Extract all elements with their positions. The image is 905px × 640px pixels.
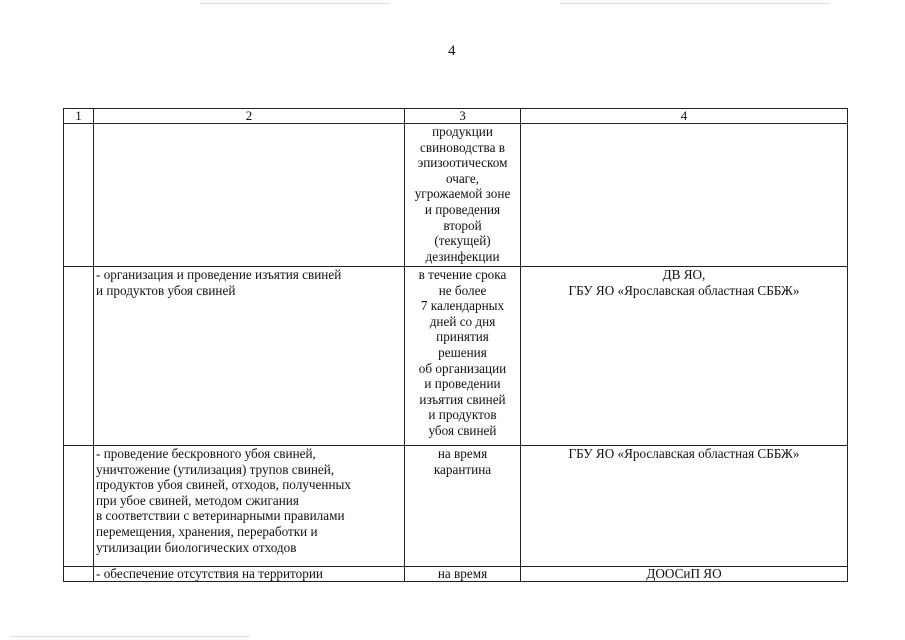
- row-number-cell: [64, 124, 94, 267]
- measure-cell: - обеспечение отсутствия на территории: [94, 567, 405, 582]
- column-header-2: 2: [94, 109, 405, 124]
- row-number-cell: [64, 567, 94, 582]
- responsible-cell: ДООСиП ЯО: [521, 567, 848, 582]
- scan-artifact: [560, 3, 830, 4]
- measure-cell: [94, 124, 405, 267]
- responsible-cell: ГБУ ЯО «Ярославская областная СББЖ»: [521, 446, 848, 567]
- deadline-cell: продукции свиноводства в эпизоотическом очаге, угрожаемой зоне и проведения второй (текущей) дезинфекции: [405, 124, 521, 267]
- deadline-cell: на время карантина: [405, 446, 521, 567]
- table-row: [64, 567, 848, 582]
- deadline-cell: в течение срока не более 7 календарных дней со дня принятия решения об организации и проведении изъятия свиней и продуктов убоя свиней: [405, 267, 521, 446]
- table-row: [64, 267, 848, 446]
- measures-table: [63, 108, 848, 582]
- column-header-1: 1: [64, 109, 94, 124]
- row-number-cell: [64, 446, 94, 567]
- table-header-row: [64, 109, 848, 124]
- table-row: [64, 446, 848, 567]
- responsible-cell: [521, 124, 848, 267]
- page-number: 4: [448, 43, 456, 59]
- measure-cell: - проведение бескровного убоя свиней, уничтожение (утилизация) трупов свиней, продуктов убоя свиней, отходов, полученных при убое свиней, методом сжигания в соответствии с ветеринарными правилами перемещения, хранения, переработки и утилизации биологических отходов: [94, 446, 405, 567]
- column-header-4: 4: [521, 109, 848, 124]
- table-row: [64, 124, 848, 267]
- row-number-cell: [64, 267, 94, 446]
- deadline-cell: на время: [405, 567, 521, 582]
- scan-artifact: [200, 3, 390, 4]
- responsible-cell: ДВ ЯО, ГБУ ЯО «Ярославская областная СББЖ»: [521, 267, 848, 446]
- measure-cell: - организация и проведение изъятия свиней и продуктов убоя свиней: [94, 267, 405, 446]
- scan-artifact: [10, 636, 250, 637]
- column-header-3: 3: [405, 109, 521, 124]
